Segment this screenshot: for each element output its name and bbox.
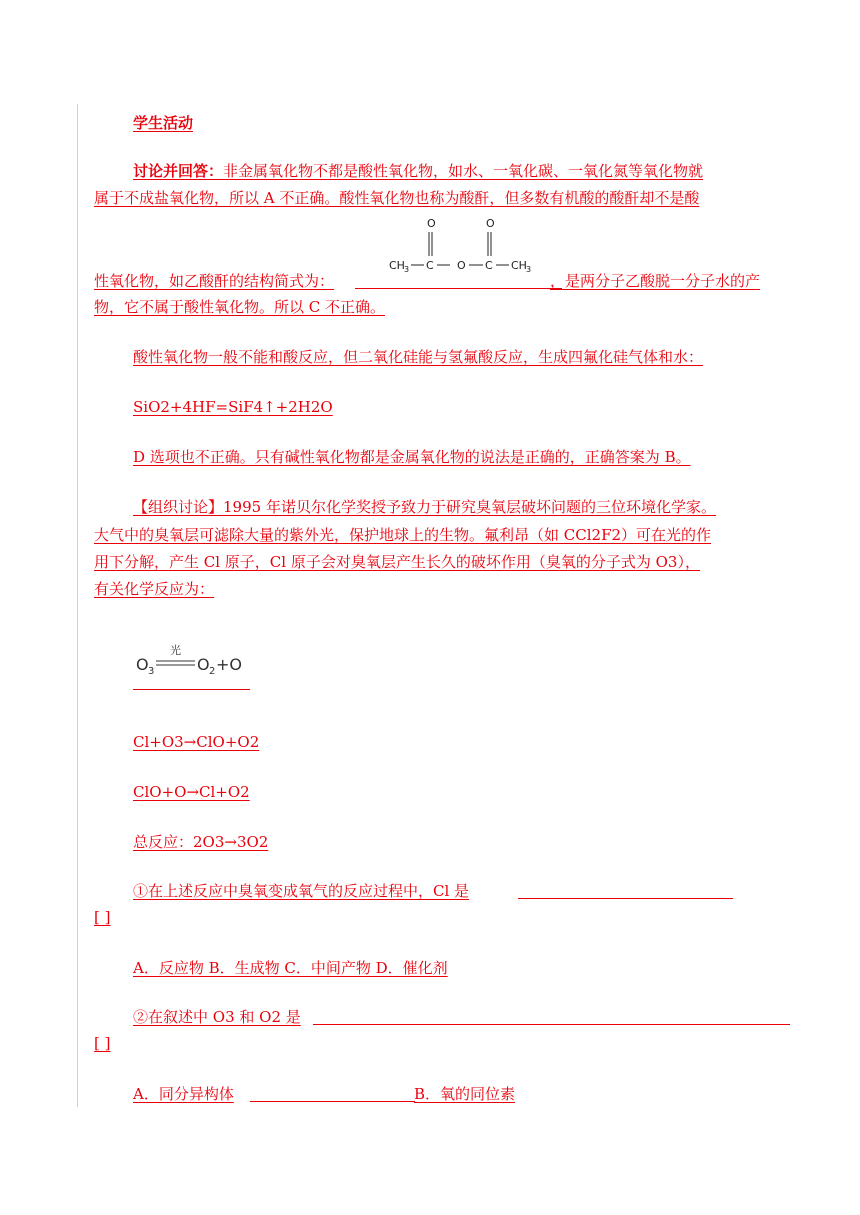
question-1-text: ①在上述反应中臭氧变成氧气的反应过程中，Cl 是 xyxy=(133,882,470,900)
bridging-oxygen: O xyxy=(457,259,466,272)
discussion-line-4: 物，它不属于酸性氧化物。所以 C 不正确。 xyxy=(94,298,386,316)
question-2-option-b: B．氧的同位素 xyxy=(414,1085,516,1103)
page-margin-line xyxy=(77,104,78,1107)
photolysis-underline xyxy=(133,689,250,690)
carbonyl-oxygen-2: O xyxy=(486,217,495,230)
question-2-answer-line xyxy=(313,1024,790,1025)
methyl-right-sub: 3 xyxy=(526,265,532,274)
equation-cl-o3: Cl+O3→ClO+O2 xyxy=(133,733,260,751)
section-heading: 学生活动 xyxy=(133,114,194,132)
organize-line-4: 有关化学反应为： xyxy=(94,580,215,598)
equation-total: 总反应：2O3→3O2 xyxy=(133,833,269,851)
methyl-left: CH xyxy=(389,259,405,272)
oxygen-symbol: O xyxy=(197,655,210,674)
discussion-line-1 xyxy=(133,160,703,182)
paragraph-answer-b: D 选项也不正确。只有碱性氧化物都是金属氧化物的说法是正确的，正确答案为 B。 xyxy=(133,448,691,466)
methyl-left-sub: 3 xyxy=(404,265,410,274)
carbon-right: C xyxy=(485,259,493,272)
ozone-subscript: 3 xyxy=(148,666,155,676)
question-2-option-a: A．同分异构体 xyxy=(133,1085,234,1103)
structure-underline xyxy=(355,288,562,289)
discussion-line-2: 属于不成盐氧化物，所以 A 不正确。酸性氧化物也称为酸酐，但多数有机酸的酸酐却不是酸 xyxy=(94,189,700,207)
discussion-line-1-text: 非金属氧化物不都是酸性氧化物，如水、一氧化碳、一氧化氮等氧化物就 xyxy=(223,162,704,180)
ozone-photolysis-equation xyxy=(134,640,254,676)
question-2-bracket: [ ] xyxy=(94,1034,111,1052)
acetic-anhydride-structure xyxy=(385,214,545,284)
option-gap-line xyxy=(250,1101,415,1102)
paragraph-acid-oxide: 酸性氧化物一般不能和酸反应，但二氧化硅能与氢氟酸反应，生成四氟化硅气体和水： xyxy=(133,348,704,366)
discussion-line-3-left: 性氧化物，如乙酸酐的结构简式为： xyxy=(94,272,335,290)
plus-oxygen-atom: +O xyxy=(216,655,242,674)
organize-line-2: 大气中的臭氧层可滤除大量的紫外光，保护地球上的生物。氟利昂（如 CCl2F2）可在光的作 xyxy=(94,526,712,544)
organize-line-1: 【组织讨论】1995 年诺贝尔化学奖授予致力于研究臭氧层破坏问题的三位环境化学家。 xyxy=(133,498,716,516)
question-1-options: A．反应物 B．生成物 C．中间产物 D．催化剂 xyxy=(133,959,448,977)
equation-sif4: SiO2+4HF=SiF4↑+2H2O xyxy=(133,398,333,416)
oxygen-subscript: 2 xyxy=(209,666,216,676)
carbon-left: C xyxy=(426,259,434,272)
equation-clo-o: ClO+O→Cl+O2 xyxy=(133,783,250,801)
question-1-answer-line xyxy=(518,898,733,899)
discussion-label: 讨论并回答： xyxy=(133,162,224,180)
methyl-right: CH xyxy=(511,259,527,272)
light-condition: 光 xyxy=(170,644,181,657)
question-1-bracket: [ ] xyxy=(94,908,111,926)
question-2-text: ②在叙述中 O3 和 O2 是 xyxy=(133,1008,301,1026)
carbonyl-oxygen-1: O xyxy=(427,217,436,230)
ozone-symbol: O xyxy=(136,655,149,674)
discussion-line-3-right: ，是两分子乙酸脱一分子水的产 xyxy=(550,272,761,290)
organize-line-3: 用下分解，产生 Cl 原子，Cl 原子会对臭氧层产生长久的破坏作用（臭氧的分子式为 O3）， xyxy=(94,553,700,571)
